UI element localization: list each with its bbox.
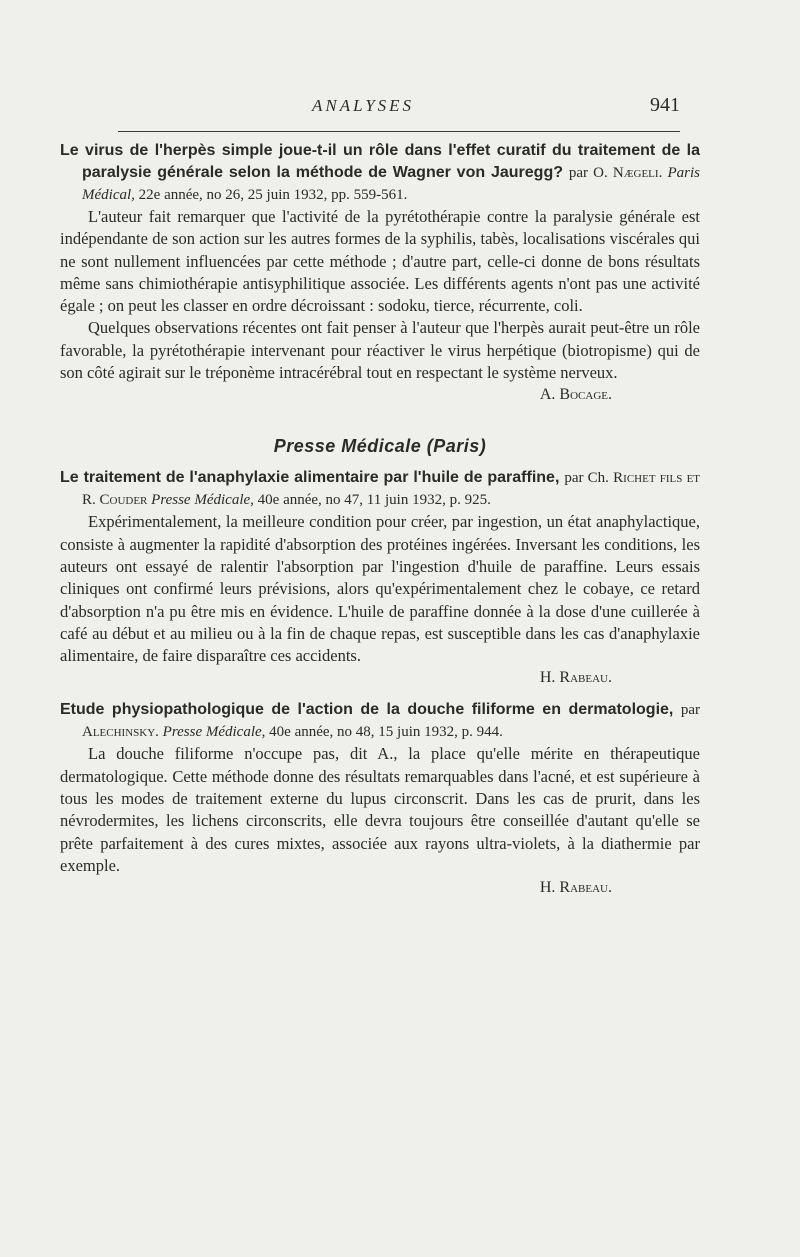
article-journal: Presse Médicale, xyxy=(162,724,266,741)
article-signature: H. Rabeau. xyxy=(539,669,612,687)
article-citation: 22e année, no 26, 25 juin 1932, pp. 559-561. xyxy=(138,187,408,203)
article-title: Le virus de l'herpès simple joue-t-il un rôle dans l'effet curatif du traitement de la paralysie générale selon la méthode de Wagner von Jauregg? xyxy=(60,142,700,181)
article-paragraph: La douche filiforme n'occupe pas, dit A., la place qu'elle mérite en thérapeutique dermatologique. Cette méthode donne des résultats remarquables dans l'acné, et est supérieure à tous les modes de traitement externe du lupus circonscrit. Dans les cas de prurit, dans les névrodermites, les lichens circonscrits, elle devra toujours être conseillée d'autant qu'elle se prête parfaitement à des cures mixtes, associée aux rayons ultra-violets, à la diathermie par exemple. xyxy=(60,744,700,875)
article-title: Etude physiopathologique de l'action de la douche filiforme en dermatologie, xyxy=(60,701,674,719)
article-citation: 40e année, no 47, 11 juin 1932, p. 925. xyxy=(257,492,491,509)
article-signature: A. Bocage. xyxy=(539,386,612,404)
article-author: Richet fils et R. Couder xyxy=(82,470,701,509)
ref-by: par xyxy=(680,702,700,719)
running-title: ANALYSES xyxy=(312,96,415,115)
article-author: Alechinsky. xyxy=(82,724,159,741)
spacer xyxy=(60,689,700,699)
article-journal: Paris Médical, xyxy=(82,165,700,203)
article-citation: 40e année, no 48, 15 juin 1932, p. 944. xyxy=(269,724,503,741)
page-number: 941 xyxy=(650,94,680,116)
article-signature: H. Rabeau. xyxy=(539,879,612,897)
page-content xyxy=(60,140,700,899)
header-rule xyxy=(118,131,680,132)
article xyxy=(60,699,700,899)
article-paragraph: Expérimentalement, la meilleure condition pour créer, par ingestion, un état anaphylactique, consiste à augmenter la rapidité d'absorption des protéines ingérées. Inversant les conditions, les auteurs ont essayé de ralentir l'absorption par l'ingestion d'huile de paraffine. Leurs essais cliniques ont confirmé leurs prévisions, alors qu'expérimentalement chez le cobaye, ce retard d'absorption n'a pu être mis en évidence. L'huile de paraffine donnée à la dose d'une cuillerée à café au début et au milieu ou à la fin de chaque repas, est susceptible dans les cas d'anaphylaxie alimentaire, de faire disparaître ces accidents. xyxy=(60,512,700,666)
article-paragraph: L'auteur fait remarquer que l'activité de la pyrétothérapie contre la paralysie générale est indépendante de son action sur les autres formes de la syphilis, tabès, localisations viscérales qui ne sont nullement influencées par cette méthode ; d'autre part, celle-ci donne de bons résultats même sans chimiothérapie antisyphilitique associée. Les différents agents n'ont pas une activité égale ; on peut les classer en ordre décroissant : sodoku, tierce, récurrente, coli. xyxy=(60,207,700,316)
article-author: Nægeli. xyxy=(612,165,663,181)
article-journal: Presse Médicale, xyxy=(151,492,254,509)
article-heading xyxy=(60,699,700,743)
article xyxy=(60,140,700,406)
article-paragraph: Quelques observations récentes ont fait penser à l'auteur que l'herpès aurait peut-être un rôle favorable, la pyrétothérapie intervenant pour réactiver le virus herpétique (biotropisme) qui de son côté agirait sur le tréponème intracérébral tout en respectant le système nerveux. xyxy=(60,318,700,383)
article-heading xyxy=(60,140,700,206)
page-header xyxy=(60,96,680,126)
article xyxy=(60,467,700,689)
article-title: Le traitement de l'anaphylaxie alimentaire par l'huile de paraffine, xyxy=(60,469,560,487)
ref-by: par Ch. xyxy=(564,470,609,487)
section-title: Presse Médicale (Paris) xyxy=(273,436,487,457)
ref-by: par O. xyxy=(568,165,608,181)
article-heading xyxy=(60,467,700,511)
